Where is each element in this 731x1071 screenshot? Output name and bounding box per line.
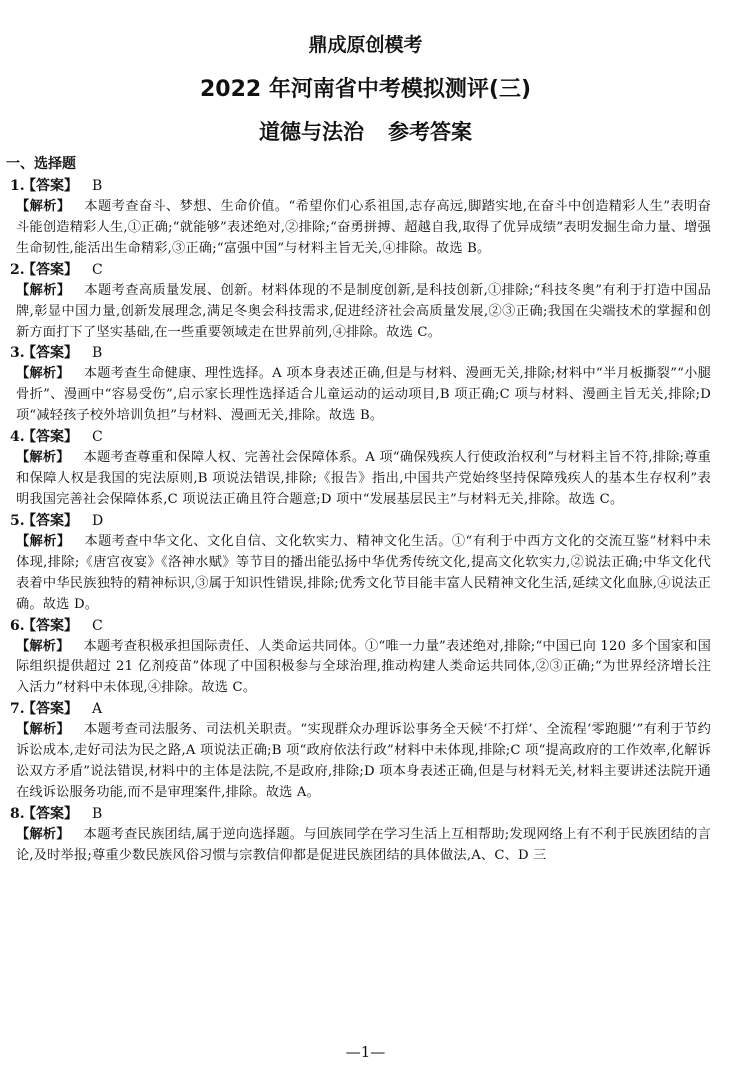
explanation-label: 【解析】 xyxy=(16,826,70,842)
question-number: 5. xyxy=(10,512,25,529)
answer-value: C xyxy=(92,261,103,278)
explanation-text: 本题考查高质量发展、创新。材料体现的不是制度创新,是科技创新,①排除;“科技冬奥”有利于打造中国品牌,彰显中国力量,创新发展理念,满足冬奥会科技需求,促进经济社会高质量发展,②③正确;我国在尖端技术的掌握和创新方面打下了坚实基础,在一些重要领域走在世界前列,④排除。故选 C。 xyxy=(16,282,711,340)
question-list xyxy=(0,176,731,867)
explanation xyxy=(0,720,731,804)
question-item xyxy=(0,176,731,260)
explanation xyxy=(0,825,731,867)
explanation-label: 【解析】 xyxy=(16,282,71,298)
question-number: 4. xyxy=(10,429,25,446)
answer-line xyxy=(0,804,731,825)
section-title: 一、选择题 xyxy=(6,156,76,172)
explanation xyxy=(0,364,731,427)
subject-name: 道德与法治 xyxy=(259,120,364,144)
question-number: 2. xyxy=(10,261,25,278)
answer-line xyxy=(0,176,731,197)
explanation xyxy=(0,532,731,616)
answer-value: C xyxy=(92,617,103,634)
answer-value: D xyxy=(92,512,104,529)
explanation-label: 【解析】 xyxy=(16,366,70,382)
page-number: —1— xyxy=(345,1043,386,1061)
explanation-label: 【解析】 xyxy=(16,199,71,214)
answer-value: B xyxy=(92,345,103,362)
question-item xyxy=(0,343,731,427)
answer-label: 【答案】 xyxy=(22,701,78,718)
answer-label: 【答案】 xyxy=(22,429,78,446)
explanation-text: 本题考查积极承担国际责任、人类命运共同体。①“唯一力量”表述绝对,排除;“中国已向 120 多个国家和国际组织提供超过 21 亿剂疫苗”体现了中国积极参与全球治理,推动构建人类命运共同体,②③正确;“为世界经济增长注入活力”材料中未体现,④排除。故选 C。 xyxy=(16,638,711,696)
subject-title xyxy=(0,116,731,146)
answer-line xyxy=(0,699,731,720)
answer-line xyxy=(0,260,731,281)
answer-key-title: 参考答案 xyxy=(388,120,472,144)
explanation-label: 【解析】 xyxy=(16,722,71,738)
question-item xyxy=(0,511,731,616)
explanation xyxy=(0,281,731,344)
explanation xyxy=(0,197,731,260)
brand-title: 鼎成原创模考 xyxy=(308,34,423,56)
question-item xyxy=(0,427,731,511)
question-item xyxy=(0,699,731,804)
question-number: 1. xyxy=(10,178,25,194)
explanation-text: 本题考查生命健康、理性选择。A 项本身表述正确,但是与材料、漫画无关,排除;材料中“半月板撕裂”“小腿骨折”、漫画中“容易受伤”,启示家长理性选择适合儿童运动的运动项目,B 项正确;C 项与材料、漫画主旨无关,排除;D 项“减轻孩子校外培训负担”与材料、漫画无关,排除。故选 B。 xyxy=(16,366,711,424)
explanation-text: 本题考查司法服务、司法机关职责。“实现群众办理诉讼事务全天候‘不打烊’、全流程‘零跑腿’”有利于节约诉讼成本,走好司法为民之路,A 项说法正确;B 项“政府依法行政”材料中未体现,排除;C 项“提高政府的工作效率,化解诉讼双方矛盾”说法错误,材料中的主体是法院,不是政府,排除;D 项本身表述正确,但是与材料无关,材料主要讲述法院开通在线诉讼服务功能,而不是审理案件,排除。故选 A。 xyxy=(16,722,711,800)
explanation-label: 【解析】 xyxy=(16,533,71,549)
answer-label: 【答案】 xyxy=(22,805,78,822)
question-number: 8. xyxy=(10,805,25,822)
question-number: 6. xyxy=(10,617,25,634)
answer-label: 【答案】 xyxy=(22,178,78,194)
answer-value: A xyxy=(92,701,103,718)
answer-value: B xyxy=(92,805,103,822)
question-number: 7. xyxy=(10,701,25,718)
answer-line xyxy=(0,616,731,637)
answer-value: C xyxy=(92,429,103,446)
answer-line xyxy=(0,427,731,448)
exam-title: 2022 年河南省中考模拟测评(三) xyxy=(200,77,531,102)
question-item xyxy=(0,260,731,344)
explanation-label: 【解析】 xyxy=(16,638,70,654)
explanation xyxy=(0,637,731,700)
question-item xyxy=(0,804,731,867)
explanation-text: 本题考查民族团结,属于逆向选择题。与回族同学在学习生活上互相帮助;发现网络上有不利于民族团结的言论,及时举报;尊重少数民族风俗习惯与宗教信仰都是促进民族团结的具体做法,A、C、D 三 xyxy=(16,826,711,863)
explanation-text: 本题考查尊重和保障人权、完善社会保障体系。A 项“确保残疾人行使政治权利”与材料主旨不符,排除;尊重和保障人权是我国的宪法原则,B 项说法错误,排除;《报告》指出,中国共产党始终坚持保障残疾人的基本生存权利”表明我国完善社会保障体系,C 项说法正确且符合题意;D 项中“发展基层民主”与材料无关,排除。故选 C。 xyxy=(16,450,711,507)
question-number: 3. xyxy=(10,345,25,362)
answer-label: 【答案】 xyxy=(22,512,78,529)
answer-value: B xyxy=(92,178,103,194)
answer-line xyxy=(0,511,731,532)
explanation-text: 本题考查奋斗、梦想、生命价值。“希望你们心系祖国,志存高远,脚踏实地,在奋斗中创造精彩人生”表明奋斗能创造精彩人生,①正确;“就能够”表述绝对,②排除;“奋勇拼搏、超越自我,取得了优异成绩”表明发掘生命力量、增强生命韧性,能活出生命精彩,③正确;“富强中国”与材料主旨无关,④排除。故选 B。 xyxy=(16,199,711,256)
answer-label: 【答案】 xyxy=(22,261,78,278)
answer-label: 【答案】 xyxy=(22,617,78,634)
question-item xyxy=(0,616,731,700)
explanation-text: 本题考查中华文化、文化自信、文化软实力、精神文化生活。①“有利于中西方文化的交流互鉴”材料中未体现,排除;《唐宫夜宴》《洛神水赋》等节目的播出能弘扬中华优秀传统文化,提高文化软实力,②说法正确;中华文化代表着中华民族独特的精神标识,③属于知识性错误,排除;优秀文化节目能丰富人民精神文化生活,延续文化血脉,④说法正确。故选 D。 xyxy=(16,533,711,612)
answer-line xyxy=(0,343,731,364)
answer-label: 【答案】 xyxy=(22,345,78,362)
explanation xyxy=(0,448,731,511)
explanation-label: 【解析】 xyxy=(16,450,70,466)
